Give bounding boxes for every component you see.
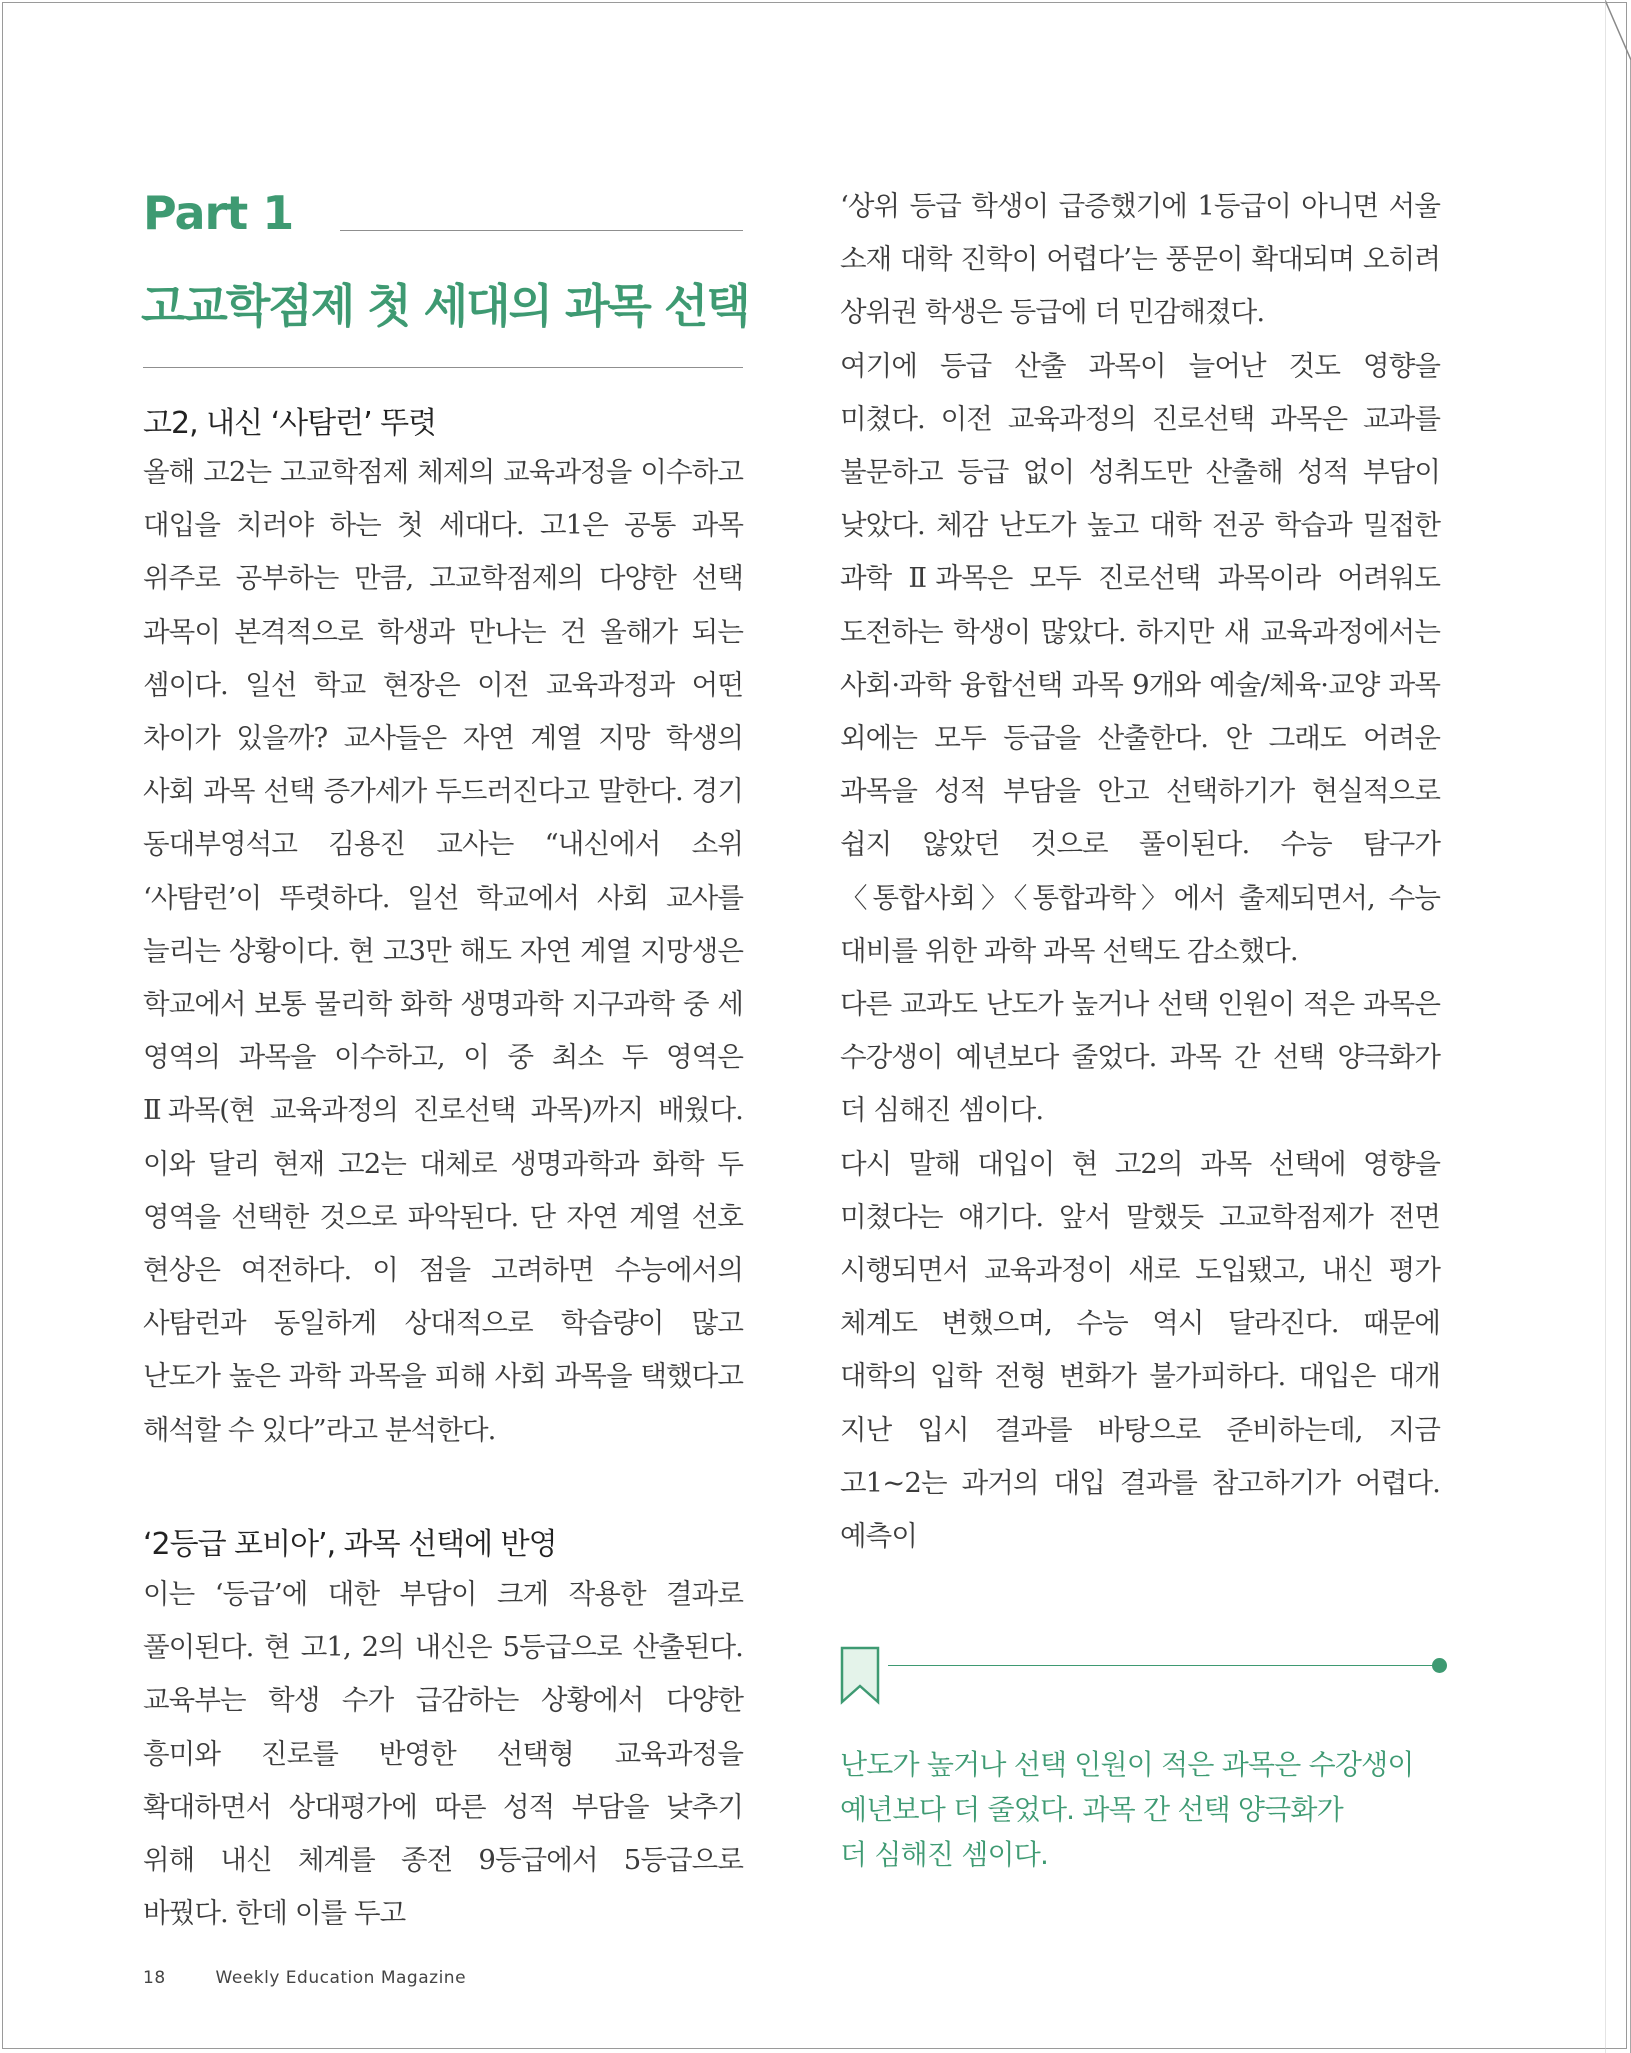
page-footer [143, 1968, 466, 1988]
paragraph: 올해 고2는 고교학점제 체제의 교육과정을 이수하고 대입을 치러야 하는 첫 세대다. 고1은 공통 과목 위주로 공부하는 만큼, 고교학점제의 다양한 선택 과목이 본격적으로 학생과 만나는 건 올해가 되는 셈이다. 일선 학교 현장은 이전 교육과정과 어떤 차이가 있을까? 교사들은 자연 계열 지망 학생의 사회 과목 선택 증가세가 두드러진다고 말한다. 경기 동대부영석고 김용진 교사는 “내신에서 소위 ‘사탐런’이 뚜렷하다. 일선 학교에서 사회 교사를 늘리는 상황이다. 현 고3만 해도 자연 계열 지망생은 학교에서 보통 물리학 화학 생명과학 지구과학 중 세 영역의 과목을 이수하고, 이 중 최소 두 영역은 Ⅱ과목(현 교육과정의 진로선택 과목)까지 배웠다. 이와 달리 현재 고2는 대체로 생명과학과 화학 두 영역을 선택한 것으로 파악된다. 단 자연 계열 선호 현상은 여전하다. 이 점을 고려하면 수능에서의 사탐런과 동일하게 상대적으로 학습량이 많고 난도가 높은 과학 과목을 피해 사회 과목을 택했다고 해석할 수 있다”라고 분석한다. [143, 456, 743, 1446]
pull-quote-line: 예년보다 더 줄었다. 과목 간 선택 양극화가 [840, 1793, 1343, 1826]
paragraph: 다른 교과도 난도가 높거나 선택 인원이 적은 과목은 수강생이 예년보다 줄었다. 과목 간 선택 양극화가 더 심해진 셈이다. [840, 988, 1440, 1127]
part-divider [340, 230, 743, 231]
paragraph: 여기에 등급 산출 과목이 늘어난 것도 영향을 미쳤다. 이전 교육과정의 진로선택 과목은 교과를 불문하고 등급 없이 성취도만 산출해 성적 부담이 낮았다. 체감 난도가 높고 대학 전공 학습과 밀접한 과학 Ⅱ과목은 모두 진로선택 과목이라 어려워도 도전하는 학생이 많았다. 하지만 새 교육과정에서는 사회·과학 융합선택 과목 9개와 예술/체육·교양 과목 외에는 모두 등급을 산출한다. 안 그래도 어려운 과목을 성적 부담을 안고 선택하기가 현실적으로 쉽지 않았던 것으로 풀이된다. 수능 탐구가 〈통합사회〉〈통합과학〉에서 출제되면서, 수능 대비를 위한 과학 과목 선택도 감소했다. [840, 349, 1440, 967]
section-heading-2: ‘2등급 포비아’, 과목 선택에 반영 [143, 1527, 557, 1562]
pull-quote-line: 난도가 높거나 선택 인원이 적은 과목은 수강생이 [840, 1748, 1414, 1781]
magazine-name: Weekly Education Magazine [215, 1968, 467, 1988]
callout-divider [888, 1665, 1436, 1666]
section-body-2 [143, 1568, 743, 1940]
section-body-1 [143, 446, 743, 1457]
pull-quote [840, 1742, 1460, 1877]
page-title: 고교학점제 첫 세대의 과목 선택 [141, 279, 749, 333]
paragraph: 이는 ‘등급’에 대한 부담이 크게 작용한 결과로 풀이된다. 현 고1, 2의 내신은 5등급으로 산출된다. 교육부는 학생 수가 급감하는 상황에서 다양한 흥미와 진로를 반영한 선택형 교육과정을 확대하면서 상대평가에 따른 성적 부담을 낮추기 위해 내신 체계를 종전 9등급에서 5등급으로 바꿨다. 한데 이를 두고 [143, 1578, 743, 1930]
title-divider [143, 367, 743, 368]
page-curl-edge [1605, 0, 1631, 2053]
section-heading-1: 고2, 내신 ‘사탐런’ 뚜렷 [143, 406, 437, 441]
bookmark-icon [840, 1646, 880, 1706]
paragraph: ‘상위 등급 학생이 급증했기에 1등급이 아니면 서울 소재 대학 진학이 어렵다’는 풍문이 확대되며 오히려 상위권 학생은 등급에 더 민감해졌다. [840, 190, 1440, 329]
right-column-body [840, 180, 1440, 1563]
page-number: 18 [143, 1968, 166, 1988]
part-label: Part 1 [143, 186, 294, 240]
paragraph: 다시 말해 대입이 현 고2의 과목 선택에 영향을 미쳤다는 얘기다. 앞서 말했듯 고교학점제가 전면 시행되면서 교육과정이 새로 도입됐고, 내신 평가 체계도 변했으며, 수능 역시 달라진다. 때문에 대학의 입학 전형 변화가 불가피하다. 대입은 대개 지난 입시 결과를 바탕으로 준비하는데, 지금 고1~2는 과거의 대입 결과를 참고하기가 어렵다. 예측이 [840, 1147, 1440, 1553]
callout-dot [1432, 1658, 1447, 1673]
pull-quote-line: 더 심해진 셈이다. [840, 1838, 1049, 1871]
